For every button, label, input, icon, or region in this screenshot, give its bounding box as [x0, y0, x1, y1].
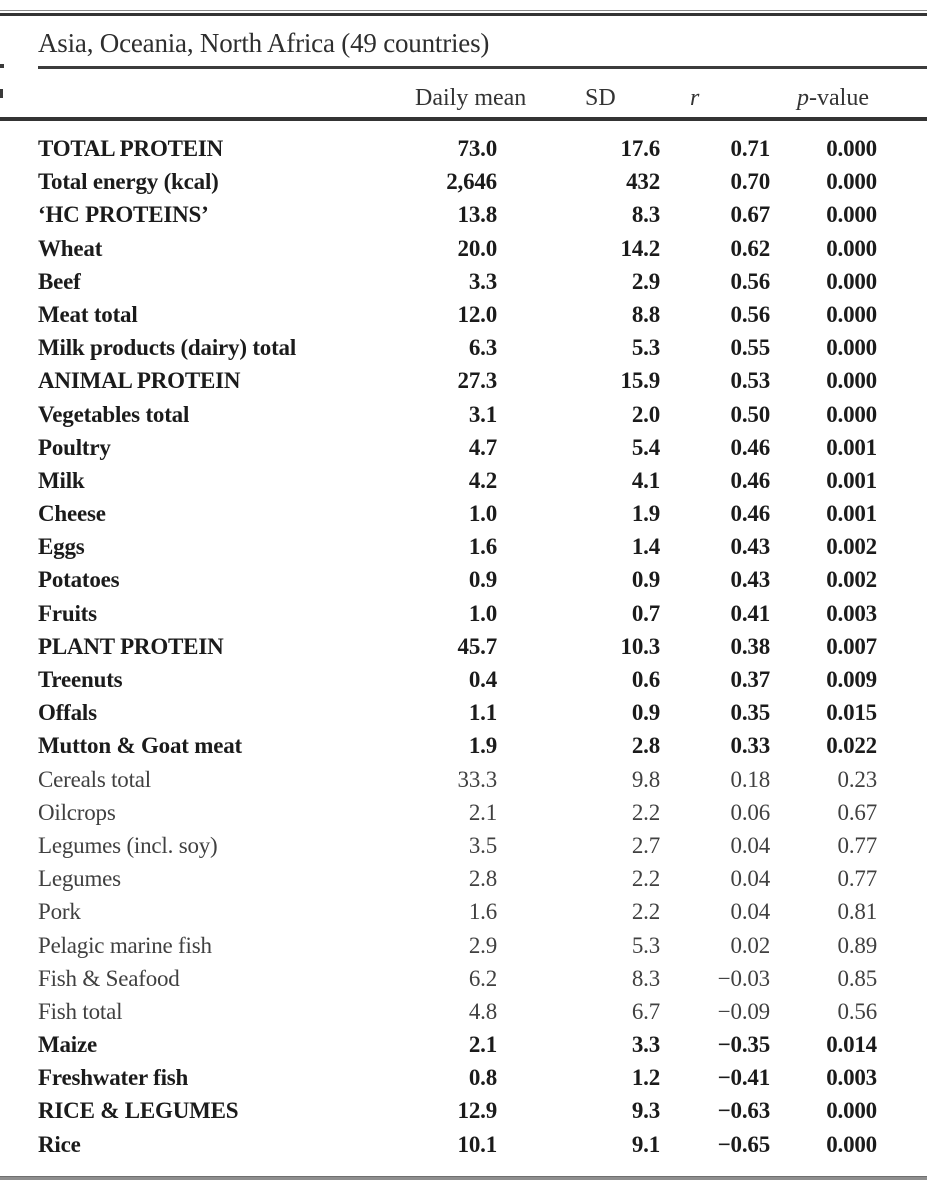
p-value-cell: 0.002 [826, 567, 877, 593]
daily-mean-cell: 1.0 [468, 600, 497, 626]
r-cell: 0.37 [730, 667, 770, 692]
p-value-cell: 0.014 [826, 1032, 877, 1058]
table-row [38, 995, 877, 1028]
row-label-cell: Pelagic marine fish [38, 932, 212, 958]
daily-mean-cell: 12.9 [457, 1098, 497, 1124]
daily-mean-cell: 6.2 [468, 965, 497, 991]
p-value-cell: 0.000 [826, 368, 877, 394]
table-row [38, 331, 877, 364]
daily-mean-cell: 0.9 [468, 567, 497, 593]
daily-mean-cell: 2.9 [468, 932, 497, 958]
p-value-cell: 0.000 [826, 169, 877, 195]
p-value-cell: 0.003 [826, 600, 877, 626]
r-cell: 0.04 [730, 866, 770, 892]
table-row [38, 729, 877, 762]
daily-mean-cell: 2.8 [468, 866, 497, 892]
r-cell: 0.56 [730, 301, 770, 327]
sd-cell: 0.6 [631, 667, 660, 692]
row-label-cell: Treenuts [38, 667, 123, 692]
daily-mean-cell: 3.1 [468, 401, 497, 427]
r-cell: 0.46 [730, 501, 770, 527]
sd-cell: 9.1 [631, 1131, 660, 1157]
table-row [38, 232, 877, 265]
r-cell: 0.41 [730, 600, 770, 626]
table-row [38, 364, 877, 397]
row-label-cell: TOTAL PROTEIN [38, 136, 224, 161]
p-value-cell: 0.001 [826, 501, 877, 527]
p-value-cell: 0.000 [826, 335, 877, 361]
table-row [38, 696, 877, 729]
sd-cell: 2.0 [631, 401, 660, 427]
sd-cell: 15.9 [620, 368, 660, 394]
daily-mean-cell: 13.8 [457, 202, 497, 228]
daily-mean-cell: 4.2 [468, 467, 497, 493]
row-label-cell: Vegetables total [38, 401, 190, 427]
table-region-title: Asia, Oceania, North Africa (49 countries) [38, 28, 490, 58]
table-row [38, 464, 877, 497]
row-label-cell: Legumes (incl. soy) [38, 832, 218, 858]
p-value-cell: 0.000 [826, 202, 877, 228]
p-value-cell: 0.000 [826, 401, 877, 427]
table-row [38, 132, 877, 165]
sd-cell: 0.9 [631, 567, 660, 593]
row-label-cell: Total energy (kcal) [38, 169, 219, 195]
table-body [38, 132, 877, 1161]
sd-cell: 2.7 [631, 832, 660, 858]
daily-mean-cell: 45.7 [457, 633, 497, 659]
sd-cell: 10.3 [620, 633, 660, 659]
sd-cell: 5.3 [631, 932, 660, 958]
row-label-cell: Potatoes [38, 567, 120, 593]
row-label-cell: Cereals total [38, 766, 151, 792]
table-row [38, 1128, 877, 1161]
row-label-cell: RICE & LEGUMES [38, 1098, 239, 1124]
row-label-cell: Offals [38, 700, 97, 726]
table-bottom-rule [0, 1176, 927, 1180]
daily-mean-cell: 2.1 [468, 799, 497, 825]
daily-mean-cell: 6.3 [468, 335, 497, 361]
sd-cell: 9.3 [631, 1098, 660, 1124]
r-cell: 0.67 [730, 202, 770, 228]
sd-cell: 1.4 [631, 534, 660, 560]
column-header-row [0, 84, 927, 114]
sd-cell: 2.2 [631, 799, 660, 825]
daily-mean-cell: 1.6 [468, 899, 497, 925]
r-cell: 0.04 [730, 899, 770, 925]
p-value-cell: 0.001 [826, 467, 877, 493]
sd-cell: 2.2 [631, 899, 660, 925]
sd-cell: 1.9 [631, 501, 660, 527]
column-header-p-value [797, 84, 869, 112]
daily-mean-cell: 0.4 [468, 667, 497, 692]
row-label-cell: Beef [38, 268, 81, 294]
row-label-cell: Fish & Seafood [38, 965, 180, 991]
row-label-cell: Freshwater fish [38, 1065, 189, 1091]
p-value-cell: 0.85 [837, 965, 877, 991]
table-row [38, 198, 877, 231]
table-row [38, 431, 877, 464]
r-cell: 0.33 [730, 733, 770, 759]
p-value-cell: 0.89 [837, 932, 877, 958]
column-header-sd: SD [585, 85, 616, 111]
daily-mean-cell: 20.0 [457, 235, 497, 261]
p-value-cell: 0.009 [826, 667, 877, 692]
row-label-cell: Wheat [38, 235, 103, 261]
title-underline-rule [38, 66, 927, 69]
r-cell: 0.55 [730, 335, 770, 361]
row-label-cell: Poultry [38, 434, 111, 460]
r-cell: 0.71 [730, 136, 770, 161]
top-rule-thick-line [0, 13, 927, 16]
sd-cell: 5.3 [631, 335, 660, 361]
row-label-cell: Rice [38, 1131, 81, 1157]
sd-cell: 6.7 [631, 998, 660, 1024]
r-cell: 0.35 [730, 700, 770, 726]
r-cell: 0.46 [730, 467, 770, 493]
daily-mean-cell: 3.5 [468, 832, 497, 858]
r-cell: −0.41 [717, 1065, 770, 1091]
daily-mean-cell: 2,646 [446, 169, 497, 195]
header-separator-rule [0, 117, 927, 121]
table-row [38, 597, 877, 630]
sd-cell: 14.2 [620, 235, 660, 261]
table-row [38, 165, 877, 198]
sd-cell: 2.9 [631, 268, 660, 294]
r-cell: 0.70 [730, 169, 770, 195]
p-value-cell: 0.000 [826, 301, 877, 327]
table-row [38, 895, 877, 928]
daily-mean-cell: 73.0 [457, 136, 497, 161]
p-value-cell: 0.003 [826, 1065, 877, 1091]
table-row [38, 530, 877, 563]
p-value-cell: 0.000 [826, 1098, 877, 1124]
p-value-cell: 0.002 [826, 534, 877, 560]
row-label-cell: ANIMAL PROTEIN [38, 368, 241, 394]
row-label-cell: Pork [38, 899, 81, 925]
r-cell: 0.53 [730, 368, 770, 394]
p-value-cell: 0.015 [826, 700, 877, 726]
r-cell: −0.03 [717, 965, 770, 991]
p-value-cell: 0.000 [826, 235, 877, 261]
sd-cell: 2.2 [631, 866, 660, 892]
table-top-rule [0, 10, 927, 16]
r-cell: 0.43 [730, 567, 770, 593]
sd-cell: 432 [626, 169, 660, 195]
table-row [38, 763, 877, 796]
r-cell: 0.50 [730, 401, 770, 427]
row-label-cell: PLANT PROTEIN [38, 633, 224, 659]
p-value-cell: 0.000 [826, 1131, 877, 1157]
sd-cell: 4.1 [631, 467, 660, 493]
p-value-cell: 0.67 [837, 799, 877, 825]
row-label-cell: Fruits [38, 600, 97, 626]
sd-cell: 8.3 [631, 202, 660, 228]
daily-mean-cell: 10.1 [457, 1131, 497, 1157]
r-cell: 0.56 [730, 268, 770, 294]
table-row [38, 1061, 877, 1094]
row-label-cell: Maize [38, 1032, 98, 1058]
table-row [38, 829, 877, 862]
daily-mean-cell: 2.1 [468, 1032, 497, 1058]
daily-mean-cell: 12.0 [457, 301, 497, 327]
sd-cell: 1.2 [631, 1065, 660, 1091]
daily-mean-cell: 1.6 [468, 534, 497, 560]
sd-cell: 8.8 [631, 301, 660, 327]
sd-cell: 8.3 [631, 965, 660, 991]
r-cell: 0.02 [730, 932, 770, 958]
row-label-cell: Oilcrops [38, 799, 116, 825]
daily-mean-cell: 33.3 [457, 766, 497, 792]
p-value-cell: 0.77 [837, 832, 877, 858]
daily-mean-cell: 4.8 [468, 998, 497, 1024]
row-label-cell: Milk [38, 467, 85, 493]
table-row [38, 1094, 877, 1127]
daily-mean-cell: 27.3 [457, 368, 497, 394]
p-value-italic-prefix: p [797, 85, 809, 111]
r-cell: 0.04 [730, 832, 770, 858]
row-label-cell: Meat total [38, 301, 138, 327]
table-row [38, 929, 877, 962]
r-cell: −0.65 [717, 1131, 770, 1157]
r-cell: −0.63 [717, 1098, 770, 1124]
table-row [38, 796, 877, 829]
sd-cell: 3.3 [631, 1032, 660, 1058]
table-row [38, 1028, 877, 1061]
p-value-cell: 0.022 [826, 733, 877, 759]
table-row [38, 663, 877, 696]
table-row [38, 630, 877, 663]
p-value-rest: -value [809, 85, 869, 111]
daily-mean-cell: 3.3 [468, 268, 497, 294]
daily-mean-cell: 1.1 [468, 700, 497, 726]
r-cell: 0.62 [730, 235, 770, 261]
p-value-cell: 0.007 [826, 633, 877, 659]
row-label-cell: Mutton & Goat meat [38, 733, 242, 759]
r-cell: −0.35 [717, 1032, 770, 1058]
p-value-cell: 0.000 [826, 136, 877, 161]
column-header-daily-mean: Daily mean [415, 85, 527, 111]
p-value-cell: 0.23 [837, 766, 877, 792]
sd-cell: 2.8 [631, 733, 660, 759]
row-label-cell: ‘HC PROTEINS’ [38, 202, 209, 228]
sd-cell: 9.8 [631, 766, 660, 792]
sd-cell: 17.6 [620, 136, 660, 161]
table-row [38, 298, 877, 331]
table-row [38, 862, 877, 895]
table-row [38, 563, 877, 596]
p-value-cell: 0.000 [826, 268, 877, 294]
row-label-cell: Eggs [38, 534, 85, 560]
p-value-cell: 0.001 [826, 434, 877, 460]
p-value-cell: 0.81 [837, 899, 877, 925]
cropped-text-fragment [0, 64, 4, 68]
p-value-cell: 0.77 [837, 866, 877, 892]
table-row [38, 398, 877, 431]
sd-cell: 0.9 [631, 700, 660, 726]
column-header-r: r [690, 85, 700, 111]
row-label-cell: Fish total [38, 998, 123, 1024]
r-cell: 0.06 [730, 799, 770, 825]
row-label-cell: Milk products (dairy) total [38, 335, 297, 361]
r-cell: −0.09 [717, 998, 770, 1024]
daily-mean-cell: 4.7 [468, 434, 497, 460]
table-row [38, 265, 877, 298]
r-cell: 0.43 [730, 534, 770, 560]
daily-mean-cell: 1.9 [468, 733, 497, 759]
row-label-cell: Cheese [38, 501, 106, 527]
r-cell: 0.18 [730, 766, 770, 792]
daily-mean-cell: 0.8 [468, 1065, 497, 1091]
table-row [38, 962, 877, 995]
sd-cell: 0.7 [631, 600, 660, 626]
r-cell: 0.38 [730, 633, 770, 659]
row-label-cell: Legumes [38, 866, 121, 892]
p-value-cell: 0.56 [837, 998, 877, 1024]
r-cell: 0.46 [730, 434, 770, 460]
table-row [38, 497, 877, 530]
daily-mean-cell: 1.0 [468, 501, 497, 527]
sd-cell: 5.4 [631, 434, 660, 460]
